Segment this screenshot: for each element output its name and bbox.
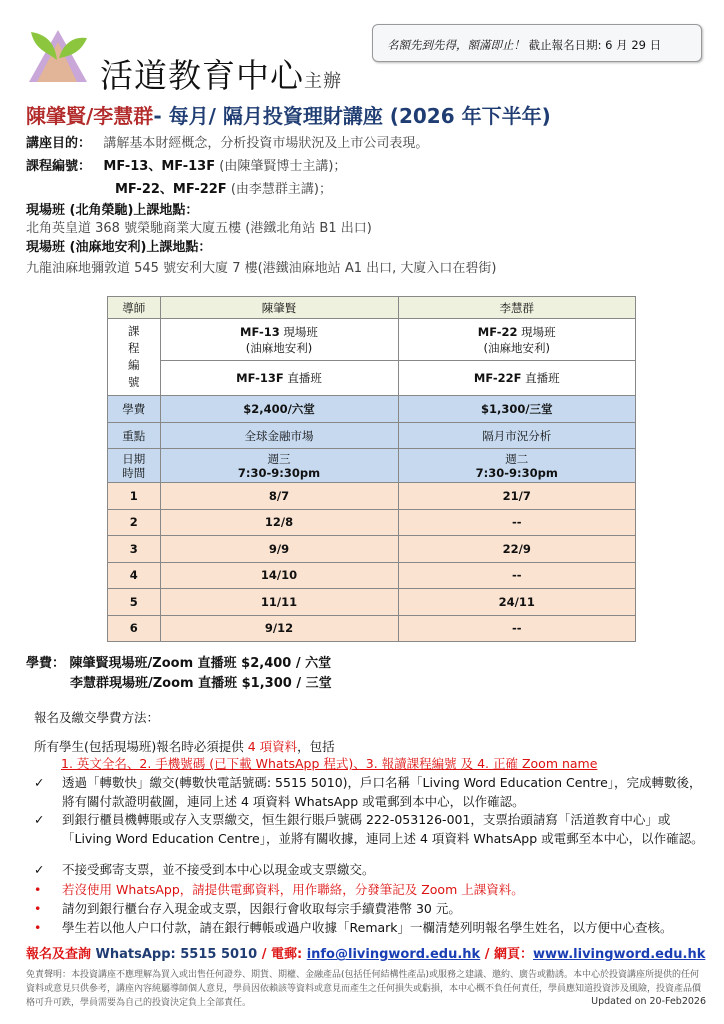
required-info: 1. 英文全名、2. 手機號碼 (已下載 WhatsApp 程式)、3. 報讀課程編號 及 4. 正確 Zoom name [61,756,598,771]
tutor2-date: -- [398,562,636,589]
session-row [108,615,636,642]
purpose-text: 講解基本財經概念，分析投資市場狀況及上市公司表現。 [103,136,429,151]
tutor2-date: 24/11 [398,589,636,616]
bullet-icon: • [34,920,42,935]
bullet-icon: • [34,882,42,897]
session-number: 1 [108,483,161,510]
c1b: MF-13F [236,371,284,385]
c2a-type: 現場班 [517,324,556,339]
intro-b: ，包括 [297,739,335,754]
location2-label: 現場班 (油麻地安利)上課地點： [26,240,212,255]
fee-summary-label: 學費： [26,656,66,671]
tutor1-date: 12/8 [160,509,398,536]
focus2: 隔月市況分析 [398,423,636,449]
bullet-icon: • [34,901,42,916]
course-mf13f [160,361,398,396]
time-label-2: 時間 [122,465,146,480]
fee1: $2,400/六堂 [160,396,398,423]
codes1: MF-13、MF-13F [103,159,216,174]
logo-icon [27,22,89,84]
c2b: MF-22F [473,371,522,385]
header-tutor: 導師 [108,297,161,319]
payment-item [34,880,714,899]
codes-line [26,155,346,174]
tutor1-date: 9/9 [160,536,398,563]
focus-label: 重點 [108,423,161,449]
codes2-note: (由李慧群主講)； [230,182,332,197]
session-number: 4 [108,562,161,589]
web-label: / 網頁： [480,947,534,962]
check-icon: ✓ [34,862,45,877]
website-link[interactable]: www.livingword.edu.hk [533,947,706,962]
time1 [160,449,398,483]
check-icon: ✓ [34,775,45,790]
course-mf22 [398,319,636,361]
tutor2-date: 22/9 [398,536,636,563]
fee2: $1,300/三堂 [398,396,636,423]
fee-label: 學費 [108,396,161,423]
org-name-text: 活道教育中心 [100,56,304,95]
tutor2-date: 21/7 [398,483,636,510]
contact-line [26,943,705,962]
time2 [398,449,636,483]
time1-text: 7:30-9:30pm [237,465,321,480]
intro-a: 所有學生(包括現場班)報名時必須提供 [34,739,248,754]
session-number: 5 [108,589,161,616]
session-row [108,562,636,589]
notice-deadline: 截止報名日期: 6 月 29 日 [528,38,662,52]
tutor2-date: -- [398,615,636,642]
tutor1-date: 9/12 [160,615,398,642]
codes-line-2 [115,178,332,197]
org-name [100,50,342,97]
notice-italic: 名額先到先得，額滿即止！ [387,38,525,52]
c2b-type: 直播班 [521,371,560,385]
payment-item [34,918,714,937]
title-speakers: 陳肇賢/李慧群 [26,104,154,128]
session-row [108,509,636,536]
payment-item-text: 學生若以他人户口付款，請在銀行轉帳或過户收據「Remark」一欄清楚列明報名學生姓名，以方便中心查核。 [62,920,673,935]
check-icon: ✓ [34,812,45,827]
c1a: MF-13 [240,324,280,339]
payment-item [34,899,714,918]
session-number: 3 [108,536,161,563]
codes-label: 課程編號： [26,159,92,174]
fee-line1: 陳肇賢現場班/Zoom 直播班 $2,400 / 六堂 [69,656,332,671]
fee-line2: 李慧群現場班/Zoom 直播班 $1,300 / 三堂 [70,676,332,691]
time-label [108,449,161,483]
c2a: MF-22 [477,324,518,339]
contact-label: 報名及查詢 [26,947,92,962]
c2a-loc: (油麻地安利) [483,340,550,355]
schedule-table [107,296,636,642]
course-mf22f [398,361,636,396]
session-number: 6 [108,615,161,642]
day2: 週二 [505,451,529,466]
email-label: / 電郵: [261,947,307,962]
fee-summary [26,654,332,694]
location1-address: 北角英皇道 368 號榮馳商業大廈五樓 (港鐵北角站 B1 出口) [26,221,372,236]
title-main: - 每月/ 隔月投資理財講座 (2026 年下半年) [153,104,551,128]
header-tutor2: 李慧群 [398,297,636,319]
payment-item-text: 到銀行櫃員機轉賬或存入支票繳交，恒生銀行賬戶號碼 222-053126-001，支票抬頭請寫「活道教育中心」或「Living Word Education Centre」，並將有關收據，連同上述 4 項資料 WhatsApp 或電郵至本中心，以作確認。 [62,812,704,846]
page-title [26,100,551,129]
c1a-type: 現場班 [279,324,318,339]
focus1: 全球金融市場 [160,423,398,449]
course-label: 課程編號 [108,319,161,396]
email-link[interactable]: info@livingword.edu.hk [306,947,481,962]
session-row [108,536,636,563]
payment-item [34,810,714,848]
c1a-loc: (油麻地安利) [245,340,313,355]
payment-intro [34,737,335,755]
tutor2-date: -- [398,509,636,536]
deadline-notice [372,24,702,62]
purpose-line [26,132,428,151]
payment-item-text: 若沒使用 WhatsApp，請提供電郵資料，用作聯絡，分發筆記及 Zoom 上課資料。 [62,882,524,897]
tutor1-date: 8/7 [160,483,398,510]
tutor1-date: 11/11 [160,589,398,616]
session-row [108,589,636,616]
c1b-type: 直播班 [283,371,322,385]
updated-date: Updated on 20-Feb2026 [591,996,706,1007]
location1-label: 現場班 (北角榮馳)上課地點： [26,203,199,218]
disclaimer: 免責聲明：本投資講座不應理解為買入或出售任何證券、期貨、期權、金融產品(包括任何結構性產品)或服務之建議、邀約、廣告或勸誘。本中心於投資講座所提供的任何資料或意見只供參考，講座內容純屬導師個人意見，學員因依賴該等資料或意見而產生之任何損失或虧損，本中心概不負任何責任，學員應知道投資涉及風險，投資產品價格可升可跌，學員需要為自己的投資決定負上全部責任。 [26,970,702,1008]
payment-item-text: 不接受郵寄支票，並不接受到本中心以現金或支票繳交。 [62,862,375,877]
payment-item [34,773,714,811]
time2-text: 7:30-9:30pm [475,465,558,480]
session-number: 2 [108,509,161,536]
intro-red: 4 項資料 [247,739,298,754]
payment-item [34,860,714,879]
org-suffix: 主辦 [304,71,342,92]
session-row [108,483,636,510]
codes2: MF-22、MF-22F [115,182,227,197]
purpose-label: 講座目的： [26,136,92,151]
header-tutor1: 陳肇賢 [160,297,398,319]
contact-whatsapp: WhatsApp: 5515 5010 [91,947,262,962]
payment-item-text: 透過「轉數快」繳交(轉數快電話號碼: 5515 5010)，戶口名稱「Living Word Education Centre」，完成轉數後，將有關付款證明截圖，連同上述 4 項資料 WhatsApp 或電郵到本中心，以作確認。 [62,775,702,809]
time-label-1: 日期 [122,451,146,466]
course-mf13 [160,319,398,361]
payment-heading: 報名及繳交學費方法： [34,710,160,725]
tutor1-date: 14/10 [160,562,398,589]
day1: 週三 [267,451,291,466]
location2-address: 九龍油麻地彌敦道 545 號安利大廈 7 樓(港鐵油麻地站 A1 出口, 大廈入口在碧街) [26,261,497,276]
codes1-note: (由陳肇賢博士主講)； [219,159,347,174]
payment-item-text: 請勿到銀行櫃台存入現金或支票，因銀行會收取每宗手續費港幣 30 元。 [62,901,461,916]
